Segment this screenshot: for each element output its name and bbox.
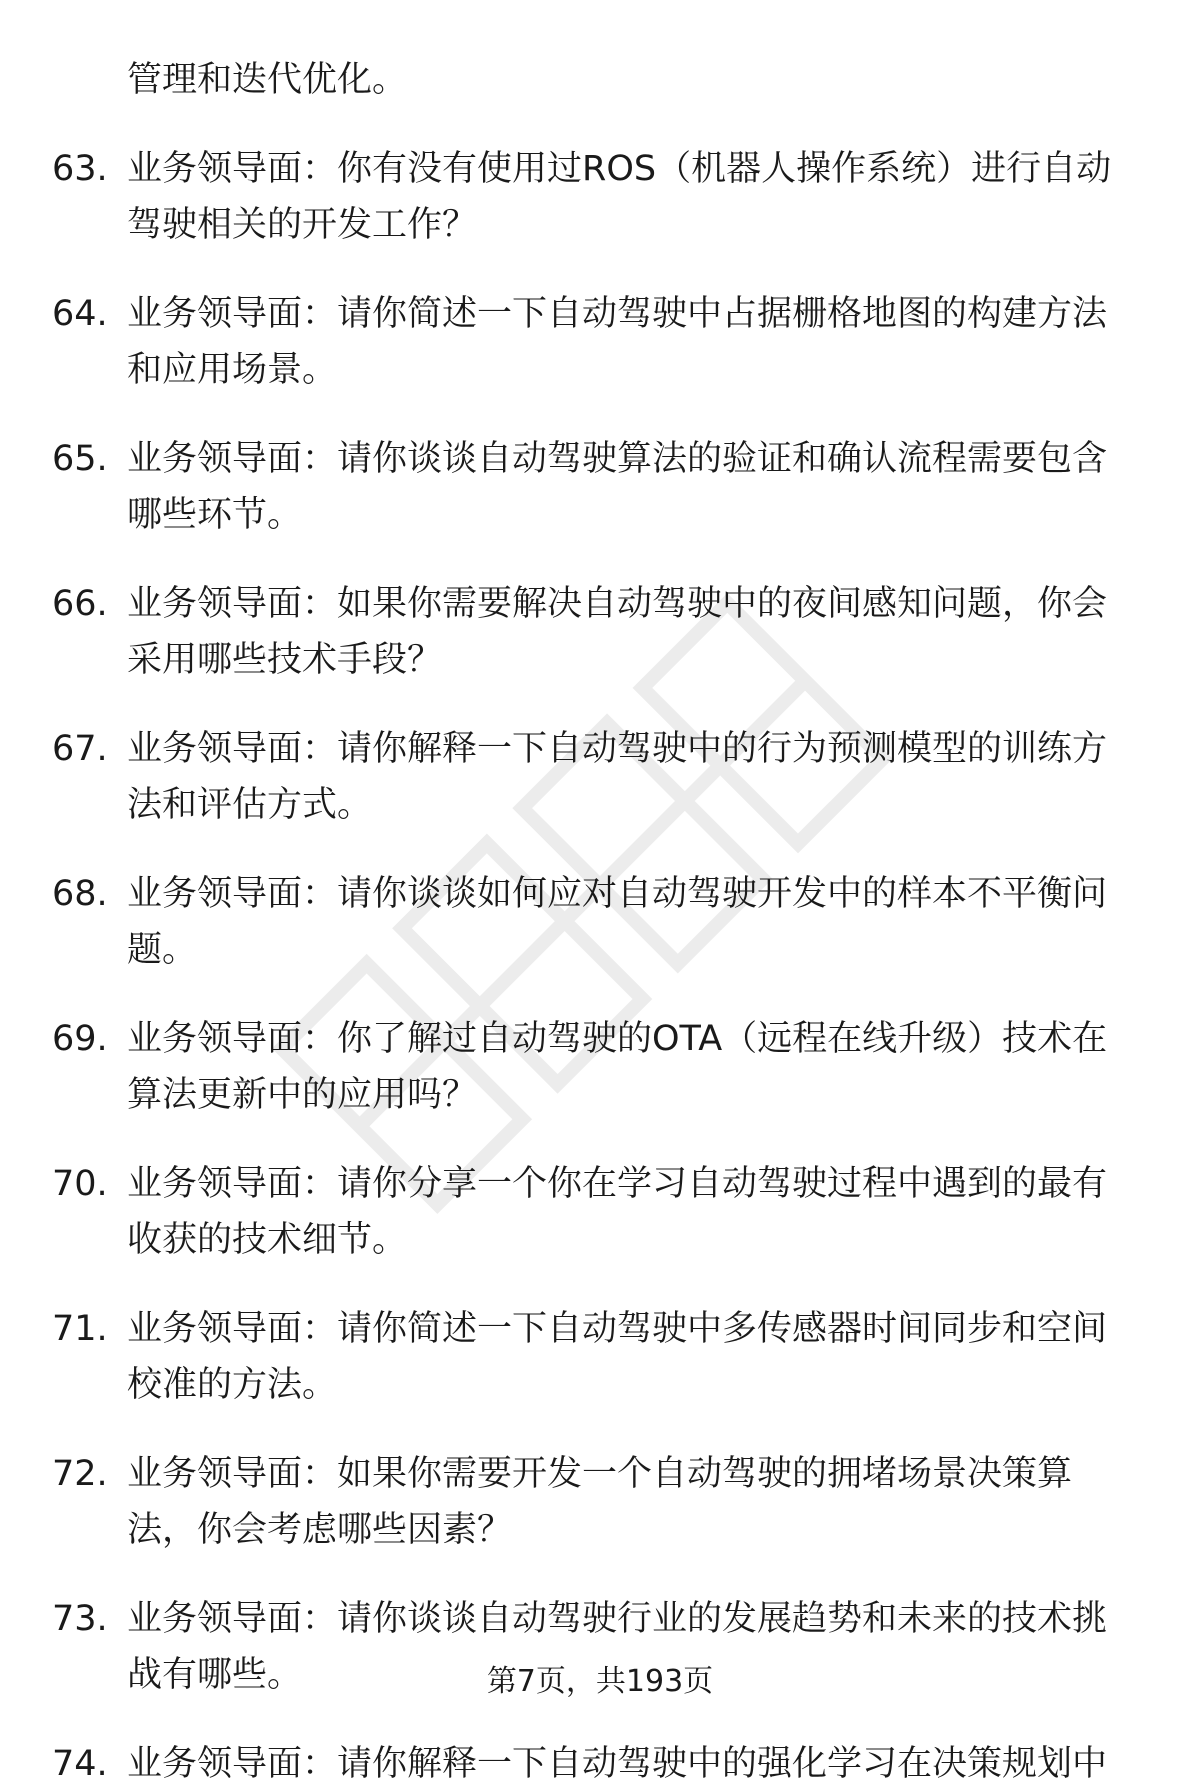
item-text: 业务领导面：请你谈谈如何应对自动驾驶开发中的样本不平衡问题。 — [127, 874, 1108, 970]
item-text: 业务领导面：请你谈谈自动驾驶行业的发展趋势和未来的技术挑战有哪些。 — [127, 1599, 1108, 1695]
item-number: 71. — [52, 1309, 108, 1349]
item-text: 业务领导面：请你简述一下自动驾驶中占据栅格地图的构建方法和应用场景。 — [127, 294, 1108, 390]
item-text: 业务领导面：请你谈谈自动驾驶算法的验证和确认流程需要包含哪些环节。 — [127, 439, 1108, 535]
question-list — [52, 52, 1152, 1792]
list-item — [52, 1301, 1152, 1413]
list-item — [52, 141, 1152, 253]
item-number: 67. — [52, 729, 108, 769]
list-item — [52, 431, 1152, 543]
item-text: 业务领导面：请你简述一下自动驾驶中多传感器时间同步和空间校准的方法。 — [127, 1309, 1108, 1405]
list-item — [52, 1736, 1152, 1792]
list-item — [52, 721, 1152, 833]
item-text: 业务领导面：请你解释一下自动驾驶中的行为预测模型的训练方法和评估方式。 — [127, 729, 1108, 825]
item-number: 64. — [52, 294, 108, 334]
item-number: 65. — [52, 439, 108, 479]
item-text: 业务领导面：你有没有使用过ROS（机器人操作系统）进行自动驾驶相关的开发工作？ — [127, 149, 1112, 245]
list-item — [52, 1011, 1152, 1123]
item-number: 74. — [52, 1744, 108, 1784]
item-number: 73. — [52, 1599, 108, 1639]
item-number: 70. — [52, 1164, 108, 1204]
item-number: 72. — [52, 1454, 108, 1494]
item-text: 业务领导面：请你解释一下自动驾驶中的强化学习在决策规划中 — [127, 1744, 1108, 1784]
item-text: 业务领导面：如果你需要解决自动驾驶中的夜间感知问题，你会采用哪些技术手段？ — [127, 584, 1108, 680]
item-number: 68. — [52, 874, 108, 914]
list-item — [52, 1446, 1152, 1558]
list-item — [52, 576, 1152, 688]
item-text: 业务领导面：你了解过自动驾驶的OTA（远程在线升级）技术在算法更新中的应用吗？ — [127, 1019, 1108, 1115]
list-item — [52, 1156, 1152, 1268]
item-number: 63. — [52, 149, 108, 189]
item-text: 业务领导面：请你分享一个你在学习自动驾驶过程中遇到的最有收获的技术细节。 — [127, 1164, 1108, 1260]
page-number-footer: 第7页，共193页 — [486, 1664, 714, 1699]
list-item — [52, 286, 1152, 398]
previous-item-continuation: 管理和迭代优化。 — [127, 60, 408, 100]
item-number: 66. — [52, 584, 108, 624]
list-item — [52, 866, 1152, 978]
item-number: 69. — [52, 1019, 108, 1059]
item-text: 业务领导面：如果你需要开发一个自动驾驶的拥堵场景决策算法，你会考虑哪些因素？ — [127, 1454, 1073, 1550]
